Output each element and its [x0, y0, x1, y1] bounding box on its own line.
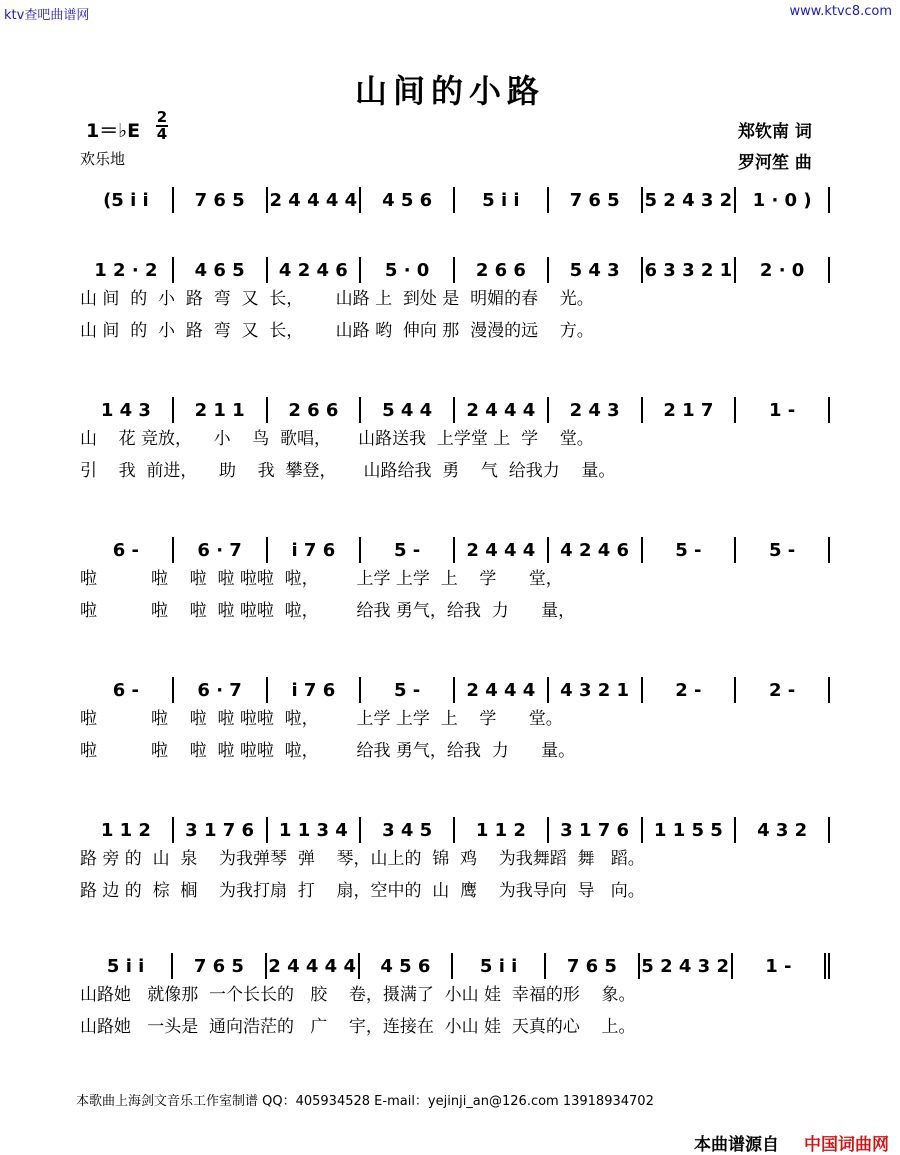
measure: 4 3 2 1 — [560, 679, 630, 701]
notation-line — [80, 816, 830, 844]
measure: 5 - — [675, 539, 702, 561]
measure: 1 - — [768, 399, 796, 421]
measure: 2 4 4 4 — [466, 539, 536, 561]
measure: 1 1 3 4 — [278, 819, 348, 841]
tempo-marking: 欢乐地 — [80, 150, 126, 168]
measure: 4 2 4 6 — [560, 539, 630, 561]
measure: 5 4 4 — [382, 399, 433, 421]
copyright-footer: 本歌曲上海剑文音乐工作室制谱 QQ：405934528 E-mail：yejinji_an@126.com 13918934702 — [76, 1094, 654, 1109]
lyric-line: 路 边 的 棕 榈 为我打扇 打 扇，空中的 山 鹰 为我导向 导 向。 — [80, 881, 645, 901]
measure: 4 2 4 6 — [278, 259, 348, 281]
measure: 5 - — [393, 539, 421, 561]
measure: 5 4 3 — [569, 259, 620, 281]
lyric-line: 山 间 的 小 路 弯 又 长， 山路 哟 伸向 那 漫漫的远 方。 — [80, 321, 594, 341]
measure: 6 · 7 — [197, 679, 242, 701]
measure: 1 4 3 — [100, 399, 151, 421]
lyric-line: 啦 啦 啦 啦 啦啦 啦， 给我 勇气，给我 力 量， — [80, 601, 576, 621]
lyricist: 郑钦南 词 — [738, 122, 812, 142]
meter-top: 2 — [156, 108, 168, 126]
measure: 2 6 6 — [288, 399, 339, 421]
measure: 3 4 5 — [382, 819, 433, 841]
measure: 4 3 2 — [757, 819, 808, 841]
time-signature — [156, 110, 168, 142]
bar-line — [828, 677, 830, 703]
lyric-line: 路 旁 的 山 泉 为我弹琴 弹 琴，山上的 锦 鸡 为我舞蹈 舞 蹈。 — [80, 849, 645, 869]
lyric-line: 啦 啦 啦 啦 啦啦 啦， 上学 上学 上 学 堂， — [80, 569, 563, 589]
measure: 5 i i — [106, 955, 145, 977]
measure: 6 - — [112, 539, 139, 561]
notation-line — [80, 952, 830, 980]
measure: 6 3 3 2 1 — [644, 259, 733, 281]
measure: 5 i i — [479, 955, 518, 977]
measure: 2 4 4 4 4 — [269, 189, 358, 211]
bar-line — [828, 817, 830, 843]
measure: 2 1 7 — [663, 399, 714, 421]
measure: 7 6 5 — [566, 955, 617, 977]
score-row — [80, 536, 830, 628]
measure: 4 5 6 — [380, 955, 431, 977]
meter-bottom: 4 — [156, 125, 168, 143]
measure: 2 · 0 — [759, 259, 805, 281]
measure: 1 2 · 2 — [94, 259, 158, 281]
lyric-line: 引 我 前进， 助 我 攀登， 山路给我 勇 气 给我力 量。 — [80, 461, 616, 481]
measure: 1 1 5 5 — [653, 819, 723, 841]
lyric-line: 啦 啦 啦 啦 啦啦 啦， 给我 勇气，给我 力 量。 — [80, 741, 576, 761]
measure: 5 i i — [482, 189, 520, 211]
key-signature: 1＝♭E — [86, 120, 141, 142]
lyric-line: 山 间 的 小 路 弯 又 长， 山路 上 到处 是 明媚的春 光。 — [80, 289, 594, 309]
measure: 4 5 6 — [382, 189, 433, 211]
measure: 5 2 4 3 2 — [641, 955, 729, 977]
score-row — [80, 676, 830, 768]
measure: 2 4 4 4 — [466, 679, 536, 701]
measure: 4 6 5 — [194, 259, 245, 281]
notation-line — [80, 186, 830, 214]
composer: 罗河笙 曲 — [738, 153, 812, 173]
measure: 2 6 6 — [475, 259, 526, 281]
measure: 2 4 4 4 4 — [268, 955, 356, 977]
measure: 2 - — [768, 679, 796, 701]
measure: 1 1 2 — [475, 819, 526, 841]
bar-line — [828, 397, 830, 423]
measure: 3 1 7 6 — [185, 819, 255, 841]
lyric-line: 山路她 就像那 一个长长的 胶 卷，摄满了 小山 娃 幸福的形 象。 — [80, 985, 636, 1005]
measure: 6 · 7 — [197, 539, 242, 561]
measure: 7 6 5 — [569, 189, 620, 211]
measure: 2 1 1 — [194, 399, 245, 421]
lyric-line — [80, 214, 830, 246]
measure: 5 - — [393, 679, 421, 701]
site-watermark-left: ktv查吧曲谱网 — [4, 8, 90, 23]
measure: 5 · 0 — [384, 259, 430, 281]
notation-line — [80, 256, 830, 284]
measure: 5 2 4 3 2 — [644, 189, 733, 211]
notation-line — [80, 536, 830, 564]
measure: 3 1 7 6 — [560, 819, 630, 841]
measure: i 7 6 — [291, 539, 336, 561]
score-row — [80, 816, 830, 908]
measure: 2 4 4 4 — [466, 399, 536, 421]
measure: 7 6 5 — [193, 955, 244, 977]
bar-line — [828, 537, 830, 563]
measure: 1 1 2 — [100, 819, 151, 841]
score-row — [80, 396, 830, 488]
score-row — [80, 256, 830, 348]
measure: 6 - — [112, 679, 139, 701]
measure: 1 · 0 ) — [752, 189, 812, 211]
source-site: 中国词曲网 — [804, 1135, 889, 1155]
site-watermark-right: www.ktvc8.com — [789, 4, 892, 19]
bar-line — [824, 953, 830, 979]
measure: 2 4 3 — [569, 399, 620, 421]
lyric-line: 啦 啦 啦 啦 啦啦 啦， 上学 上学 上 学 堂。 — [80, 709, 563, 729]
measure: 1 - — [765, 955, 792, 977]
measure: 2 - — [675, 679, 702, 701]
measure: (5 i i — [103, 189, 149, 211]
song-title: 山间的小路 — [354, 72, 545, 110]
measure: 7 6 5 — [194, 189, 245, 211]
measure: i 7 6 — [291, 679, 336, 701]
measure: 5 - — [768, 539, 796, 561]
source-label: 本曲谱源自 — [694, 1135, 779, 1155]
bar-line — [828, 257, 830, 283]
lyric-line: 山路她 一头是 通向浩茫的 广 宇，连接在 小山 娃 天真的心 上。 — [80, 1017, 636, 1037]
notation-line — [80, 396, 830, 424]
notation-line — [80, 676, 830, 704]
bar-line — [828, 187, 830, 213]
lyric-line: 山 花 竞放， 小 鸟 歌唱， 山路送我 上学堂 上 学 堂。 — [80, 429, 594, 449]
score-row — [80, 952, 830, 1044]
